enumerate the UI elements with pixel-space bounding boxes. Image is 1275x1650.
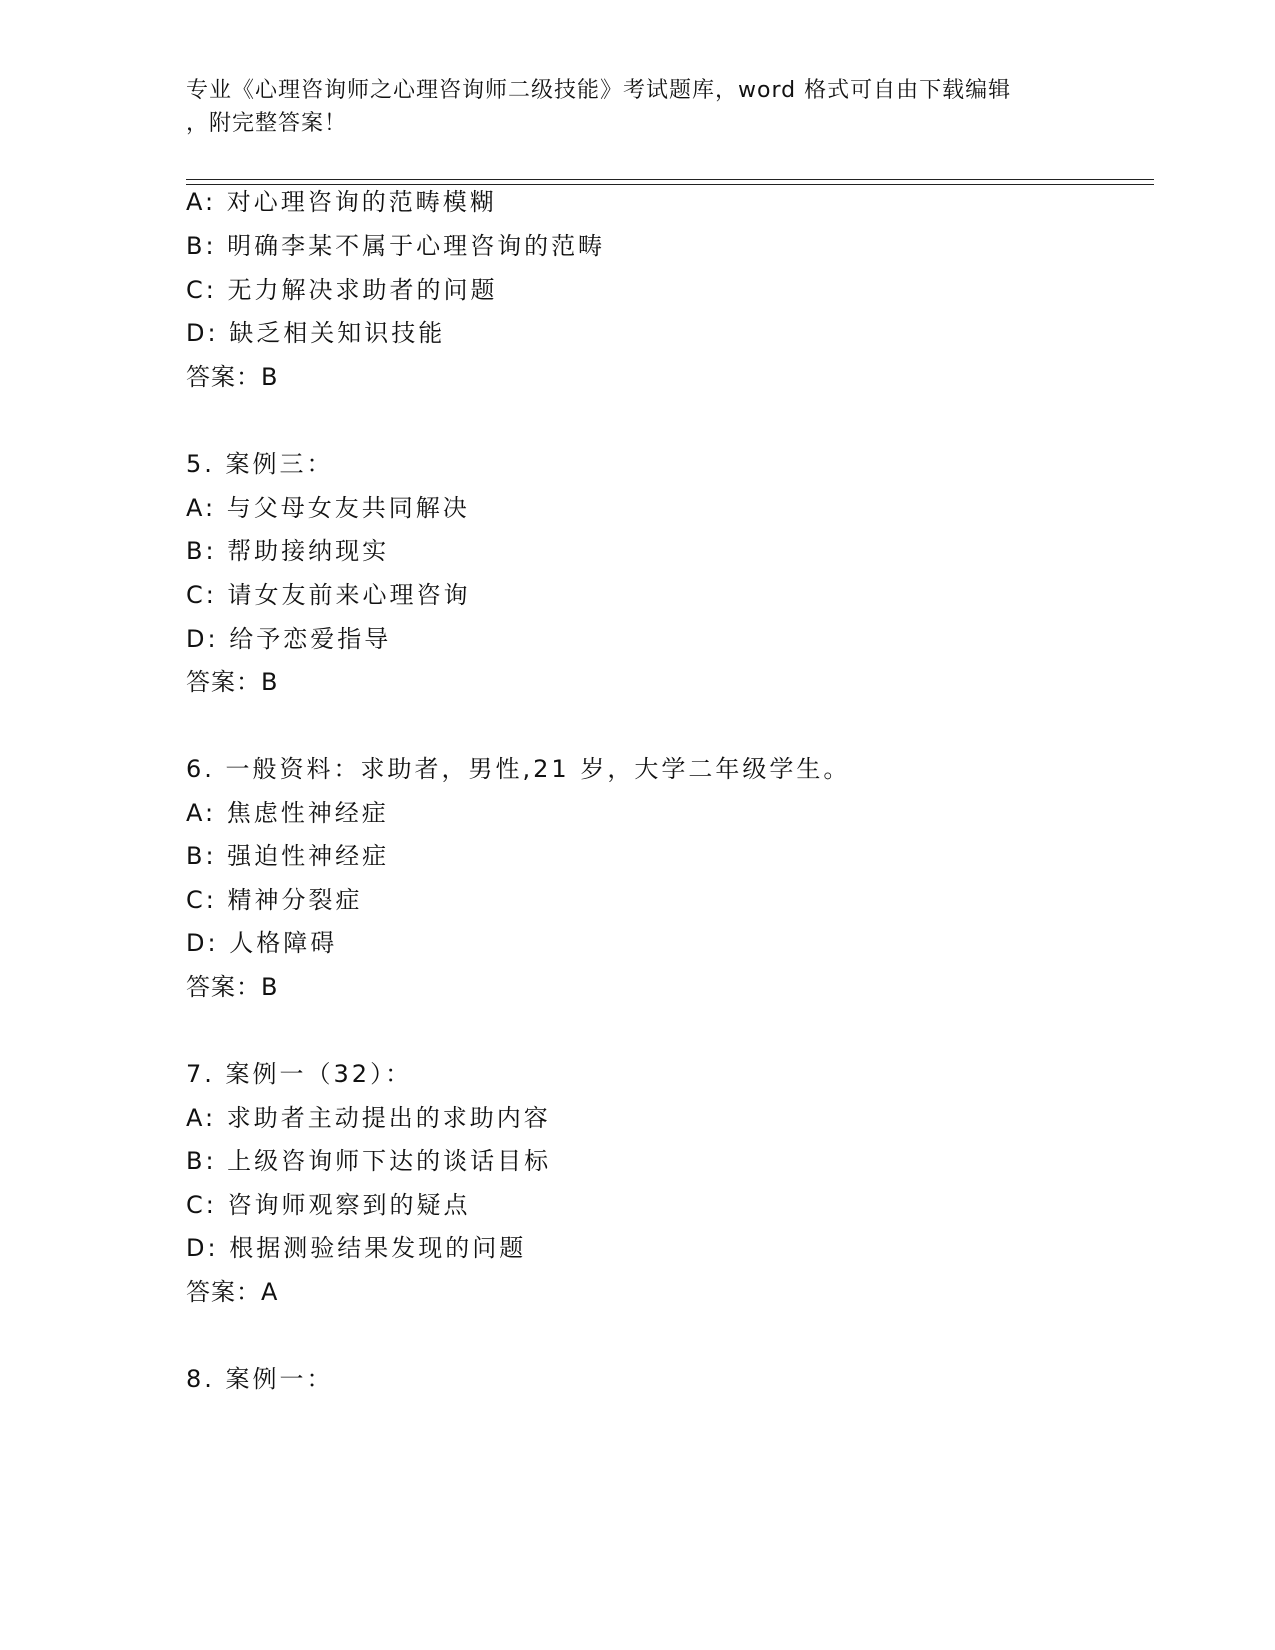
q7-option-d: D: 根据测验结果发现的问题 — [186, 1234, 527, 1262]
q4-option-a: A: 对心理咨询的范畴模糊 — [186, 188, 497, 216]
q7-title: 7. 案例一（32）： — [186, 1060, 413, 1088]
q6-title: 6. 一般资料：求助者，男性,21 岁，大学二年级学生。 — [186, 755, 851, 783]
q4-option-c: C: 无力解决求助者的问题 — [186, 276, 498, 304]
q8-title: 8. 案例一： — [186, 1365, 334, 1393]
q7-option-c: C: 咨询师观察到的疑点 — [186, 1191, 471, 1219]
header-divider-bottom — [186, 184, 1154, 185]
q4-option-d: D: 缺乏相关知识技能 — [186, 319, 446, 347]
q6-option-d: D: 人格障碍 — [186, 929, 338, 957]
q6-option-c: C: 精神分裂症 — [186, 886, 363, 914]
document-header — [186, 74, 1066, 140]
q5-option-a: A: 与父母女友共同解决 — [186, 494, 470, 522]
q5-option-d: D: 给予恋爱指导 — [186, 625, 392, 653]
q6-answer: 答案：B — [186, 973, 279, 1001]
q5-option-b: B: 帮助接纳现实 — [186, 537, 390, 565]
q4-option-b: B: 明确李某不属于心理咨询的范畴 — [186, 232, 606, 260]
header-divider-top — [186, 179, 1154, 180]
q7-option-a: A: 求助者主动提出的求助内容 — [186, 1104, 551, 1132]
q6-option-b: B: 强迫性神经症 — [186, 842, 390, 870]
q4-answer: 答案：B — [186, 363, 279, 391]
q6-option-a: A: 焦虑性神经症 — [186, 799, 389, 827]
header-line-1: 专业《心理咨询师之心理咨询师二级技能》考试题库，word 格式可自由下载编辑 — [186, 78, 1012, 103]
q5-title: 5. 案例三： — [186, 450, 334, 478]
q7-answer: 答案：A — [186, 1278, 279, 1306]
q7-option-b: B: 上级咨询师下达的谈话目标 — [186, 1147, 552, 1175]
q5-option-c: C: 请女友前来心理咨询 — [186, 581, 471, 609]
header-line-2: ，附完整答案！ — [186, 111, 348, 136]
q5-answer: 答案：B — [186, 668, 279, 696]
